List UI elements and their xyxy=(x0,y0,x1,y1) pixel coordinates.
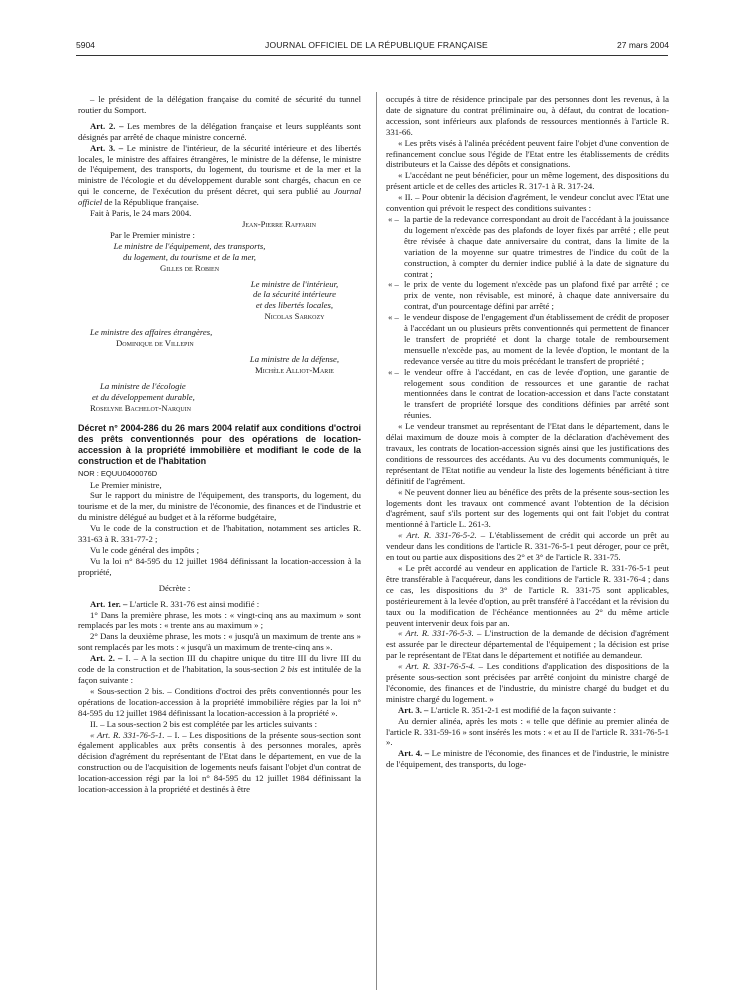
paragraph: 2° Dans la deuxième phrase, les mots : « jusqu'à un maximum de trente ans » sont remplacés par les mots : « jusqu'à un maximum de trente-cinq ans ». xyxy=(78,631,361,653)
minister-title: Le ministre des affaires étrangères, xyxy=(90,327,213,338)
minister-title: du logement, du tourisme et de la mer, xyxy=(123,251,256,262)
paragraph: II. – La sous-section 2 bis est complétée par les articles suivants : xyxy=(90,718,318,729)
article-1: Art. 1er. – L'article R. 331-76 est ainsi modifié : xyxy=(90,598,260,609)
paragraph: 1° Dans la première phrase, les mots : « vingt-cinq ans au maximum » sont remplacés par les mots : « trente ans au maximum » ; xyxy=(78,609,361,631)
paragraph: « Art. R. 331-76-5-4. – Les conditions d'application des dispositions de la présente sous-section sont précisées par arrêté conjoint du ministre chargé de l'économie, des finances et de l'industrie, du ministre chargé du budget et du ministre chargé du logement. » xyxy=(386,661,670,704)
paragraph: Vu le code général des impôts ; xyxy=(90,545,200,555)
list-item: « – la partie de la redevance correspondant au droit de l'accédant à la jouissance du logement n'excède pas des plafonds de loyer fixés par arrêté ; elle peut être révisée à chaque date anniversaire du contrat, dans la limite de la variation de la moyenne sur quatre trimestres de l'indice du coût de la construction, à compter du dernier indice publié à la date de signature du contrat ; xyxy=(388,213,669,279)
list-item: « – le prix de vente du logement n'excède pas un plafond fixé par arrêté ; ce prix de vente, non révisable, est minoré, à chaque date anniversaire du contrat, d'un pourcentage défini par arrêté ; xyxy=(388,279,669,312)
paragraph: « Sous-section 2 bis. – Conditions d'octroi des prêts conventionnés pour les opérations de location-accession à la propriété immobilière régies par la loi n° 84-595 du 12 juillet 1984 définissant la location-accession à la propriété ». xyxy=(78,685,361,718)
signature: Roselyne Bachelot-Narquin xyxy=(90,402,191,413)
paragraph: « L'accédant ne peut bénéficier, pour un même logement, des dispositions du présent article et de celles des articles R. 317-1 à R. 317-24. xyxy=(386,170,669,192)
article-3: Art. 3. – L'article R. 351-2-1 est modifié de la façon suivante : xyxy=(398,704,616,715)
article-4: Art. 4. – Le ministre de l'économie, des finances et de l'industrie, le ministre de l'équipement, des transports, du loge- xyxy=(386,748,669,770)
paragraph: « II. – Pour obtenir la décision d'agrément, le vendeur conclut avec l'Etat une convention qui prévoit le respect des conditions suivantes : xyxy=(386,192,669,214)
paragraph: Le Premier ministre, xyxy=(90,479,162,490)
paragraph: Sur le rapport du ministre de l'équipement, des transports, du logement, du tourisme et de la mer, du ministre de l'économie, des finances et de l'industrie et du ministre délégué au budget et à la réforme budgétaire, xyxy=(78,490,361,523)
paragraph: Au dernier alinéa, après les mots : « telle que définie au premier alinéa de l'article R. 331-59-16 » sont insérés les mots : « et au II de l'article R. 331-76-5-1 ». xyxy=(386,715,669,748)
paragraph: – le président de la délégation française du comité de sécurité du tunnel routier du Somport. xyxy=(78,94,361,115)
signature: Nicolas Sarkozy xyxy=(264,311,325,322)
nor-reference: NOR : EQUU0400076D xyxy=(78,468,158,478)
issue-date: 27 mars 2004 xyxy=(617,40,669,50)
article-3: Art. 3. – Le ministre de l'intérieur, de la sécurité intérieure et des libertés locales, le ministre des affaires étrangères, le ministre de la défense, le ministre de l'équipement, des transports, du logement, du tourisme et de la mer et la ministre de l'écologie et du développement durable sont chargés, chacun en ce qui le concerne, de l'exécution du présent décret, qui sera publié au Journal officiel de la République française. xyxy=(78,142,362,208)
decrete: Décrète : xyxy=(158,582,191,593)
paragraph: « Ne peuvent donner lieu au bénéfice des prêts de la présente sous-section les logements dont les travaux ont commencé avant l'obtention de la décision d'agrément, sauf s'ils portent sur des logements qui ont fait l'objet du contrat mentionné à l'article L. 261-3. xyxy=(386,486,669,530)
header-rule xyxy=(76,55,668,56)
list-item: « – le vendeur offre à l'accédant, en cas de levée d'option, une garantie de relogement sous condition de ressources et une garantie de rachat mentionnées dans le contrat de location-accession et dans l'acte constatant le transfert de propriété lorsque des conditions définies par arrêté sont réunies. xyxy=(388,366,669,421)
decret-title: Décret n° 2004-286 du 26 mars 2004 relatif aux conditions d'octroi des prêts conventionnés pour des opérations de location-accession à la propriété immobilière et modifiant le code de la construction et de l'habitation xyxy=(78,423,361,466)
minister-title: La ministre de l'écologie xyxy=(100,380,186,391)
conditions-list xyxy=(386,214,669,421)
right-column xyxy=(386,94,669,770)
page-number: 5904 xyxy=(76,40,95,50)
page-header xyxy=(0,40,753,54)
paragraph: « Art. R. 331-76-5-3. – L'instruction de la demande de décision d'agrément est assurée par le directeur départemental de l'équipement ; la décision est prise par le représentant de l'Etat dans le département et notifiée au demandeur. xyxy=(386,628,669,661)
minister-title: et des libertés locales, xyxy=(255,300,334,311)
minister-title: et du développement durable, xyxy=(92,391,195,402)
minister-title: La ministre de la défense, xyxy=(249,353,340,364)
article-2b: Art. 2. – I. – A la section III du chapitre unique du titre III du livre III du code de la construction et de l'habitation, la sous-section 2 bis est intitulée de la façon suivante : xyxy=(78,653,361,685)
paragraph: Vu la loi n° 84-595 du 12 juillet 1984 définissant la location-accession à la propriété, xyxy=(78,555,361,577)
article-label: Art. 2. – xyxy=(90,120,124,131)
minister-title: Le ministre de l'intérieur, xyxy=(250,278,339,289)
article-label: Art. 3. – xyxy=(90,142,124,153)
list-item: « – le vendeur dispose de l'engagement d'un établissement de crédit de proposer à l'accédant un ou plusieurs prêts conventionnés qui permettent de financer le transfert de propriété et dont la charge totale de remboursement mensuelle n'excède pas, au moment de la levée d'option, le montant de la redevance versée au titre du mois précédant le transfert de propriété ; xyxy=(388,312,669,366)
left-column xyxy=(78,94,361,795)
signature: Dominique de Villepin xyxy=(116,338,194,349)
paragraph: « Le vendeur transmet au représentant de l'Etat dans le département, dans le délai maximum de douze mois à compter de la déclaration d'achèvement des travaux, les contrats de location-accession signés ainsi que les justifications des conditions de ressources des accédants. Au vu des documents communiqués, le représentant de l'Etat notifie au vendeur la liste des logements bénéficiant à titre définitif de l'agrément. xyxy=(386,421,669,486)
paragraph: « Art. R. 331-76-5-2. – L'établissement de crédit qui accorde un prêt au vendeur dans les conditions de l'article R. 331-76-5-1 peut déroger, pour ce prêt, en tout ou partie aux dispositions des 2° et 3° de l'article R. 331-75. xyxy=(386,530,669,563)
article-2: Art. 2. – Les membres de la délégation française et leurs suppléants sont désignés par arrêté de chaque ministre concerné. xyxy=(78,120,361,142)
minister-title: Le ministre de l'équipement, des transports, xyxy=(113,240,266,251)
fait-a-paris: Fait à Paris, le 24 mars 2004. xyxy=(90,208,192,219)
minister-title: de la sécurité intérieure xyxy=(253,289,336,300)
paragraph: « Les prêts visés à l'alinéa précédent peuvent faire l'objet d'une convention de refinancement conclue sous l'égide de l'Etat entre les établissements de crédits distributeurs et la Caisse des dépôts et consignations. xyxy=(386,137,669,170)
paragraph: « Le prêt accordé au vendeur en application de l'article R. 331-76-5-1 peut être transférable à l'acquéreur, dans les conditions de l'article R. 331-76-4 ; dans ce cas, les dispositions du 3° de l'article R. 331-75 sont applicables, postérieurement à la levée d'option, au prêt transféré à l'accédant et la révision du taux ou la modification de l'échéance mentionnées au 2° du même article peuvent intervenir deux fois par an. xyxy=(386,562,669,628)
par-premier-ministre: Par le Premier ministre : xyxy=(110,229,195,240)
paragraph: occupés à titre de résidence principale par des personnes dont les revenus, à la date de signature du contrat préliminaire ou, à défaut, du contrat de location-accession, sont inférieurs aux plafonds de ressources mentionnés à l'article R. 331-66. xyxy=(386,94,669,137)
signature-pm: Jean-Pierre Raffarin xyxy=(242,218,316,229)
paragraph: Vu le code de la construction et de l'habitation, notamment ses articles R. 331-63 à R. 331-77-2 ; xyxy=(78,523,361,545)
signature: Michèle Alliot-Marie xyxy=(255,364,334,375)
paragraph: « Art. R. 331-76-5-1. – I. – Les dispositions de la présente sous-section sont également applicables aux prêts consentis à des personnes morales, après décision d'agrément du représentant de l'Etat dans le département, en vue de la construction ou de l'acquisition de logements neufs faisant l'objet d'un contrat de location-accession régi par la loi n° 84-595 du 12 juillet 1984 définissant la location-accession à la propriété et destinés à être xyxy=(78,729,362,795)
signature: Gilles de Robien xyxy=(159,262,220,273)
column-divider xyxy=(376,92,377,990)
journal-title: JOURNAL OFFICIEL DE LA RÉPUBLIQUE FRANÇAISE xyxy=(265,40,488,50)
